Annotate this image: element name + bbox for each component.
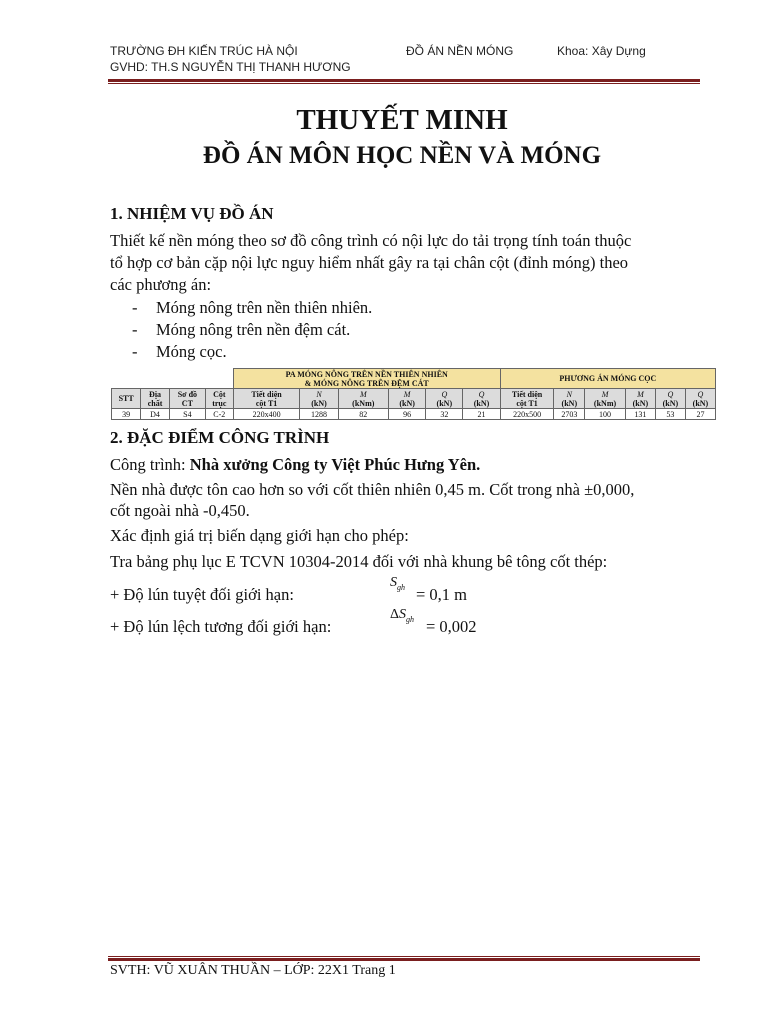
cell-mn-b: 131 [625,409,655,420]
header-rule [108,79,700,84]
page-title: THUYẾT MINH [296,104,508,136]
load-table [111,368,716,420]
cell-dia: D4 [141,409,170,420]
cell-mn-a: 96 [389,409,426,420]
section2-p2: Xác định giá trị biến dạng giới hạn cho phép: [110,526,409,545]
bullet-item: - Móng cọc. [132,342,227,361]
th-m-b: M (kNm) [585,389,626,409]
th-qq-b: Q (kN) [685,389,715,409]
cell-q-b: 53 [655,409,685,420]
th-q-b: Q (kN) [655,389,685,409]
th-dia: Địa chất [141,389,170,409]
th-n-a: N (kN) [300,389,338,409]
project-name: Nhà xưởng Công ty Việt Phúc Hưng Yên. [189,455,481,474]
cell-cot: C-2 [205,409,233,420]
th-stt: STT [112,389,141,409]
th-cot: Cột trục [205,389,233,409]
th-td-b: Tiết diện cột T1 [500,389,554,409]
section2-p1b: cốt ngoài nhà -0,450. [110,501,250,520]
cell-n-b: 2703 [554,409,585,420]
cell-td-b: 220x500 [500,409,554,420]
formula2-label: + Độ lún lệch tương đối giới hạn: [110,617,332,636]
section1-line2: tổ hợp cơ bản cặp nội lực nguy hiểm nhất gây ra tại chân cột (đỉnh móng) theo [110,253,629,272]
bullet-item: - Móng nông trên nền thiên nhiên. [132,298,373,317]
cell-n-a: 1288 [300,409,338,420]
th-so: Sơ đồ CT [169,389,205,409]
cell-stt: 39 [112,409,141,420]
section2-p1a: Nền nhà được tôn cao hơn so với cốt thiên nhiên 0,45 m. Cốt trong nhà ±0,000, [110,480,635,499]
formula2-value: = 0,002 [426,617,477,636]
th-td-a: Tiết diện cột T1 [233,389,300,409]
section1-line1: Thiết kế nền móng theo sơ đồ công trình có nội lực do tải trọng tính toán thuộc [110,231,632,250]
cell-m-a: 82 [338,409,389,420]
th-q-a: Q (kN) [426,389,463,409]
th-mn-a: M (kN) [389,389,426,409]
formula2-symbol: $\Delta S_{gh}$ [390,607,415,624]
cell-so: S4 [169,409,205,420]
section1-line3: các phương án: [110,275,212,294]
table-group-pile: PHƯƠNG ÁN MÓNG CỌC [500,369,715,389]
th-m-a: M (kNm) [338,389,389,409]
header-project: ĐỒ ÁN NỀN MÓNG [406,44,514,58]
header-faculty: Khoa: Xây Dựng [557,44,646,58]
footer-rule [108,956,700,961]
cell-m-b: 100 [585,409,626,420]
bullet-item: - Móng nông trên nền đệm cát. [132,320,351,339]
project-line: Công trình: Nhà xưởng Công ty Việt Phúc Hưng Yên. [110,455,481,474]
cell-qq-a: 21 [463,409,500,420]
formula1-label: + Độ lún tuyệt đối giới hạn: [110,585,294,604]
table-row [112,409,716,420]
cell-qq-b: 27 [685,409,715,420]
footer-text: SVTH: VŨ XUÂN THUẦN – LỚP: 22X1 Trang 1 [110,963,396,978]
header-advisor: GVHD: TH.S NGUYỄN THỊ THANH HƯƠNG [110,60,351,74]
formula1-symbol: $S_{gh}$ [390,575,405,592]
cell-q-a: 32 [426,409,463,420]
section2-heading: 2. ĐẶC ĐIỂM CÔNG TRÌNH [110,428,330,447]
table-group-shallow: PA MÓNG NÔNG TRÊN NỀN THIÊN NHIÊN & MÓNG NÔNG TRÊN ĐỆM CÁT [233,369,500,389]
header-school: TRƯỜNG ĐH KIẾN TRÚC HÀ NỘI [110,44,298,58]
th-n-b: N (kN) [554,389,585,409]
cell-td-a: 220x400 [233,409,300,420]
page-subtitle: ĐỒ ÁN MÔN HỌC NỀN VÀ MÓNG [202,142,602,169]
section1-heading: 1. NHIỆM VỤ ĐỒ ÁN [110,204,274,223]
th-qq-a: Q (kN) [463,389,500,409]
th-mn-b: M (kN) [625,389,655,409]
section2-p3: Tra bảng phụ lục E TCVN 10304-2014 đối với nhà khung bê tông cốt thép: [110,552,608,571]
formula1-value: = 0,1 m [416,585,468,604]
